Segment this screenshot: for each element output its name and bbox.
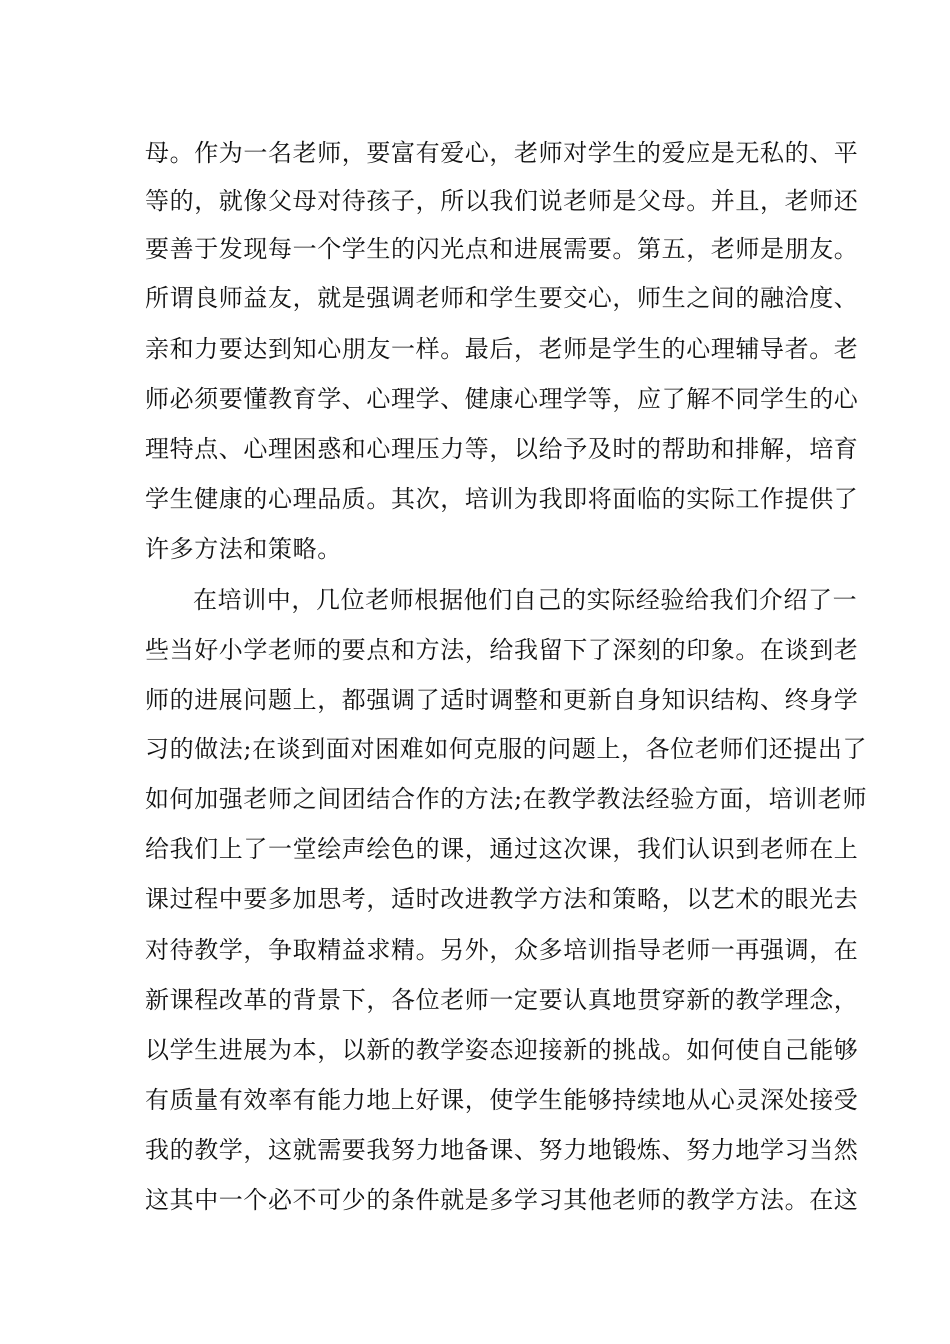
- text-line: 新课程改革的背景下，各位老师一定要认真地贯穿新的教学理念，: [145, 986, 859, 1014]
- text-line: 如何加强老师之间团结合作的方法;在教学教法经验方面，培训老师: [145, 785, 868, 813]
- text-line: 师的进展问题上，都强调了适时调整和更新自身知识结构、终身学: [145, 686, 859, 714]
- text-line: 在培训中，几位老师根据他们自己的实际经验给我们介绍了一: [193, 586, 858, 614]
- text-line: 学生健康的心理品质。其次，培训为我即将面临的实际工作提供了: [145, 485, 859, 513]
- text-line: 对待教学，争取精益求精。另外，众多培训指导老师一再强调，在: [145, 936, 859, 964]
- text-line: 许多方法和策略。: [145, 535, 342, 563]
- text-line: 我的教学，这就需要我努力地备课、努力地锻炼、努力地学习当然: [145, 1136, 859, 1164]
- text-line: 这其中一个必不可少的条件就是多学习其他老师的教学方法。在这: [145, 1186, 859, 1214]
- text-line: 亲和力要达到知心朋友一样。最后，老师是学生的心理辅导者。老: [145, 335, 859, 363]
- text-line: 师必须要懂教育学、心理学、健康心理学等，应了解不同学生的心: [145, 385, 859, 413]
- text-line: 所谓良师益友，就是强调老师和学生要交心，师生之间的融洽度、: [145, 284, 859, 312]
- text-line: 理特点、心理困惑和心理压力等，以给予及时的帮助和排解，培育: [145, 435, 859, 463]
- text-line: 习的做法;在谈到面对困难如何克服的问题上，各位老师们还提出了: [145, 735, 868, 763]
- text-line: 课过程中要多加思考，适时改进教学方法和策略，以艺术的眼光去: [145, 885, 859, 913]
- text-line: 给我们上了一堂绘声绘色的课，通过这次课，我们认识到老师在上: [145, 835, 859, 863]
- text-line: 些当好小学老师的要点和方法，给我留下了深刻的印象。在谈到老: [145, 636, 859, 664]
- text-line: 以学生进展为本，以新的教学姿态迎接新的挑战。如何使自己能够: [145, 1036, 859, 1064]
- text-line: 等的，就像父母对待孩子，所以我们说老师是父母。并且，老师还: [145, 187, 859, 215]
- text-line: 母。作为一名老师，要富有爱心，老师对学生的爱应是无私的、平: [145, 139, 859, 167]
- text-line: 要善于发现每一个学生的闪光点和进展需要。第五，老师是朋友。: [145, 235, 859, 263]
- text-line: 有质量有效率有能力地上好课，使学生能够持续地从心灵深处接受: [145, 1086, 859, 1114]
